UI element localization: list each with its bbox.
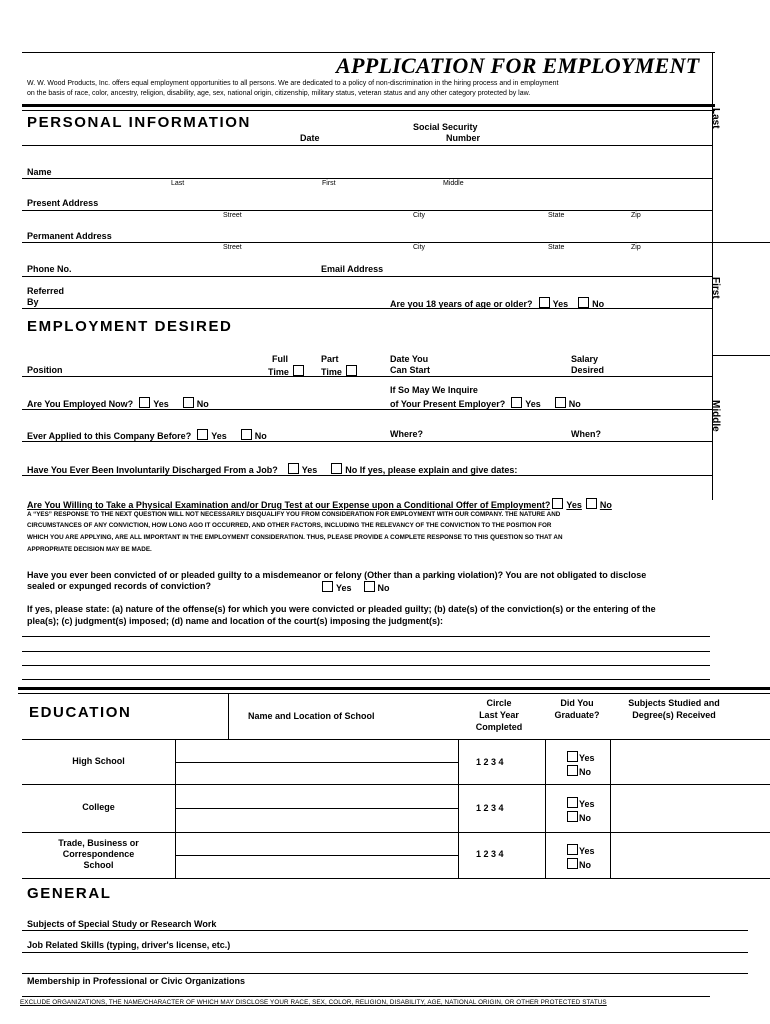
conviction-state-2: plea(s); (c) judgment(s) imposed; (d) name and location of the court(s) imposing the judgment(s): (27, 616, 443, 626)
edu-name-line-3 (175, 855, 458, 856)
conviction-state-1: If yes, please state: (a) nature of the offense(s) for which you were convicted or pleaded guilty; (b) date(s) of the conviction(s) or the entering of the (27, 604, 656, 614)
discharged-yes-checkbox[interactable] (288, 463, 299, 474)
top-border-line (22, 52, 715, 53)
trade-no-checkbox[interactable] (567, 858, 578, 869)
intro-line-1: W. W. Wood Products, Inc. offers equal employment opportunities to all persons. We are dedicated to a policy of non-discrimination in the hiring process and in employment (27, 80, 559, 87)
phone-input[interactable] (85, 262, 310, 274)
college-yes-checkbox[interactable] (567, 797, 578, 808)
present-address-label: Present Address (27, 198, 99, 208)
edu-name-line-2 (175, 808, 458, 809)
referred-input[interactable] (50, 295, 380, 307)
special-study-label: Subjects of Special Study or Research Work (27, 919, 217, 929)
education-heading: EDUCATION (29, 704, 132, 721)
name-input[interactable] (80, 165, 680, 177)
age-question: Are you 18 years of age or older? Yes No (390, 299, 605, 309)
physical-yes-checkbox[interactable] (552, 498, 563, 509)
referred-label-1: Referred (27, 286, 65, 296)
college-yes: Yes (567, 797, 595, 809)
inquire-label-1: If So May We Inquire (390, 385, 478, 395)
salary-label-2: Desired (571, 365, 605, 375)
edu-grid-v2 (458, 739, 459, 878)
thin-divider (22, 110, 715, 111)
trade-years[interactable]: 1 2 3 4 (476, 849, 504, 859)
present-state-label: State (548, 212, 565, 219)
inquire-yes-checkbox[interactable] (511, 397, 522, 408)
phone-label: Phone No. (27, 264, 72, 274)
position-label: Position (27, 365, 63, 375)
full-time-checkbox[interactable] (293, 365, 304, 376)
date-label: Date (300, 133, 320, 143)
high-school-no: No (567, 765, 591, 777)
side-divider-1 (712, 242, 770, 243)
personal-info-heading: PERSONAL INFORMATION (27, 114, 251, 131)
applied-before-question: Ever Applied to this Company Before? Yes No (27, 431, 267, 441)
edu-grid-row2 (22, 832, 770, 833)
high-school-no-checkbox[interactable] (567, 765, 578, 776)
discharged-no-checkbox[interactable] (331, 463, 342, 474)
conviction-options: Yes No (316, 581, 390, 593)
email-label: Email Address (321, 264, 384, 274)
position-input[interactable] (75, 363, 260, 375)
side-label-middle: Middle (710, 400, 721, 432)
education-top-thin (18, 693, 770, 694)
intro-line-2: on the basis of race, color, ancestry, religion, disability, age, sex, national origin, citizenship, military status, veteran status and any other category protected by law. (27, 90, 531, 97)
part-time-label-2: Time (321, 365, 360, 377)
permanent-street-label: Street (223, 244, 242, 251)
applied-no-checkbox[interactable] (241, 429, 252, 440)
conviction-answer-line-2[interactable] (22, 651, 710, 652)
where-label: Where? (390, 429, 424, 439)
employed-line (22, 409, 712, 410)
middle-sub-label: Middle (443, 180, 464, 187)
page-title: APPLICATION FOR EMPLOYMENT (336, 53, 700, 78)
ssn-label-2: Number (446, 133, 481, 143)
high-school-yes: Yes (567, 751, 595, 763)
permanent-address-line (22, 242, 712, 243)
employed-no-checkbox[interactable] (183, 397, 194, 408)
side-label-first: First (710, 277, 721, 299)
inquire-question: of Your Present Employer? Yes No (390, 399, 581, 409)
present-zip-label: Zip (631, 212, 641, 219)
referred-line (22, 308, 712, 309)
salary-label-1: Salary (571, 354, 599, 364)
edu-name-line-1 (175, 762, 458, 763)
edu-col-graduate: Did You Graduate? (554, 698, 600, 720)
exclude-notice: EXCLUDE ORGANIZATIONS, THE NAME/CHARACTER OF WHICH MAY DISCLOSE YOUR RACE, SEX, COLOR, RELIGION, DISABILITY, AGE, NATIONAL ORIGIN, OR OTHER PROTECTED STATUS (20, 999, 607, 1006)
edu-grid-top (22, 739, 770, 740)
ssn-label-1: Social Security (413, 122, 478, 132)
high-school-yes-checkbox[interactable] (567, 751, 578, 762)
permanent-address-label: Permanent Address (27, 231, 112, 241)
age-yes-checkbox[interactable] (539, 297, 550, 308)
phone-line (22, 276, 712, 277)
name-label: Name (27, 167, 52, 177)
conviction-question-1: Have you ever been convicted of or pleaded guilty to a misdemeanor or felony (Other than a parking violation)? You are not obligated to disclose (27, 570, 647, 580)
college-name-input[interactable] (180, 792, 453, 804)
where-input[interactable] (430, 427, 560, 439)
when-input[interactable] (608, 427, 703, 439)
education-top-thick (18, 687, 770, 690)
edu-col-circle: Circle Last Year Completed (475, 698, 523, 732)
conviction-notice-1: A “YES” RESPONSE TO THE NEXT QUESTION WILL NOT NECESSARILY DISQUALIFY YOU FROM CONSIDERATION FOR EMPLOYMENT WITH OUR COMPANY. THE NATURE AND (27, 511, 561, 518)
conviction-answer-line-3[interactable] (22, 665, 710, 666)
date-ssn-line (22, 145, 712, 146)
conviction-notice-4: APPROPRIATE DECISION MAY BE MADE. (27, 546, 152, 553)
first-sub-label: First (322, 180, 336, 187)
trade-yes-checkbox[interactable] (567, 844, 578, 855)
discharged-question: Have You Ever Been Involuntarily Discharged From a Job? Yes No If yes, please explain and give dates: (27, 465, 518, 475)
thick-divider (22, 104, 715, 107)
edu-row-high-school: High School (72, 756, 125, 766)
discharged-line (22, 475, 712, 476)
date-you-label-1: Date You (390, 354, 429, 364)
high-school-name-input[interactable] (180, 746, 453, 758)
present-street-label: Street (223, 212, 242, 219)
full-time-label-2: Time (268, 365, 307, 377)
date-you-label-2: Can Start (390, 365, 431, 375)
conviction-yes-checkbox[interactable] (322, 581, 333, 592)
general-heading: GENERAL (27, 885, 112, 902)
referred-label-2: By (27, 297, 39, 307)
high-school-years[interactable]: 1 2 3 4 (476, 757, 504, 767)
membership-label: Membership in Professional or Civic Organizations (27, 976, 246, 986)
when-label: When? (571, 429, 601, 439)
employment-desired-heading: EMPLOYMENT DESIRED (27, 318, 233, 335)
edu-row-college: College (82, 802, 115, 812)
inquire-no-checkbox[interactable] (555, 397, 566, 408)
college-no-checkbox[interactable] (567, 811, 578, 822)
edu-grid-v4 (610, 739, 611, 878)
trade-no: No (567, 858, 591, 870)
applied-yes-checkbox[interactable] (197, 429, 208, 440)
name-line (22, 178, 712, 179)
trade-yes: Yes (567, 844, 595, 856)
conviction-answer-line-4[interactable] (22, 679, 710, 680)
conviction-notice-2: CIRCUMSTANCES OF ANY CONVICTION, HOW LONG AGO IT OCCURRED, AND OTHER FACTORS, INCLUDING THE RELEVANCY OF THE CONVICTION TO THE POSITION FOR (27, 522, 552, 529)
part-time-checkbox[interactable] (346, 365, 357, 376)
last-sub-label: Last (171, 180, 185, 187)
permanent-state-label: State (548, 244, 565, 251)
conviction-question-2: sealed or expunged records of conviction? (27, 581, 212, 591)
membership-line (22, 996, 710, 997)
skills-label: Job Related Skills (typing, driver's license, etc.) (27, 940, 231, 950)
side-divider-2 (712, 355, 770, 356)
college-years[interactable]: 1 2 3 4 (476, 803, 504, 813)
conviction-answer-line-1[interactable] (22, 636, 710, 637)
physical-question: Are You Willing to Take a Physical Examination and/or Drug Test at our Expense upon a Conditional Offer of Employment? Yes No (27, 500, 612, 510)
employed-now-question: Are You Employed Now? Yes No (27, 399, 209, 409)
part-time-label-1: Part (321, 354, 339, 364)
college-no: No (567, 811, 591, 823)
skills-input[interactable] (260, 938, 710, 950)
edu-col-divider (228, 694, 229, 739)
employed-yes-checkbox[interactable] (139, 397, 150, 408)
side-label-last: Last (710, 108, 721, 129)
position-line (22, 376, 712, 377)
edu-col-subjects: Subjects Studied and Degree(s) Received (628, 698, 720, 720)
age-no-checkbox[interactable] (578, 297, 589, 308)
permanent-address-input[interactable] (130, 229, 680, 241)
skills-line (22, 952, 748, 953)
edu-row-trade: Trade, Business or Correspondence School (58, 838, 139, 870)
full-time-label-1: Full (272, 354, 288, 364)
special-study-input[interactable] (245, 917, 705, 929)
conviction-notice-3: WHICH YOU ARE APPLYING, ARE ALL IMPORTANT IN THE EMPLOYMENT CONSIDERATION. THUS, PLEASE PROVIDE A COMPLETE RESPONSE TO THIS QUESTION SO THAT AN (27, 534, 563, 541)
applied-line (22, 441, 712, 442)
edu-col-school: Name and Location of School (248, 711, 375, 721)
trade-name-input[interactable] (180, 840, 453, 852)
present-address-line (22, 210, 712, 211)
present-city-label: City (413, 212, 426, 219)
special-study-line (22, 930, 748, 931)
permanent-city-label: City (413, 244, 426, 251)
present-address-input[interactable] (120, 197, 680, 209)
conviction-no-checkbox[interactable] (364, 581, 375, 592)
edu-grid-bottom (22, 878, 770, 879)
edu-grid-v3 (545, 739, 546, 878)
email-input[interactable] (395, 262, 695, 274)
physical-no-checkbox[interactable] (586, 498, 597, 509)
permanent-zip-label: Zip (631, 244, 641, 251)
membership-input[interactable] (275, 974, 705, 986)
edu-grid-row1 (22, 784, 770, 785)
